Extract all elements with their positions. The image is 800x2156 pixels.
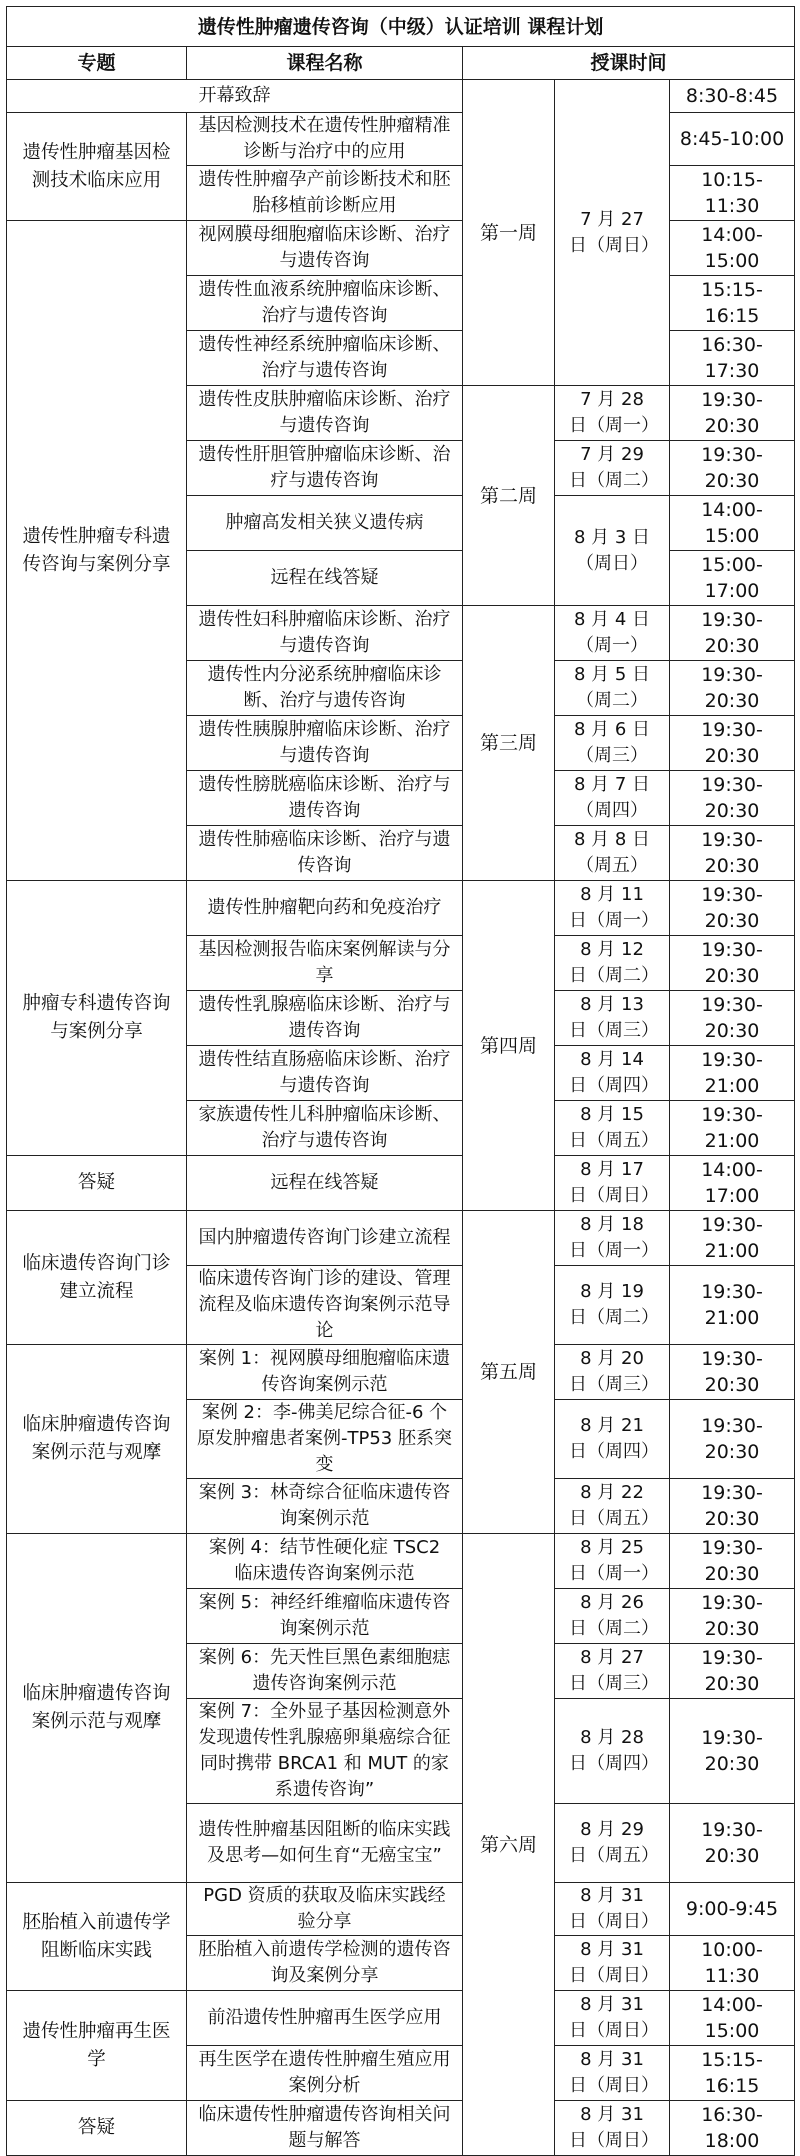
- course-cell: 再生医学在遗传性肿瘤生殖应用案例分析: [187, 2046, 463, 2101]
- time-cell: 19:30-20:30: [670, 1479, 795, 1534]
- course-cell: 案例 3：林奇综合征临床遗传咨询案例示范: [187, 1479, 463, 1534]
- date-cell: 8 月 12 日（周二）: [555, 936, 670, 991]
- week-label: 第六周: [463, 1534, 555, 2156]
- time-cell: 19:30-21:00: [670, 1266, 795, 1345]
- date-cell: 8 月 13 日（周三）: [555, 991, 670, 1046]
- course-cell: 远程在线答疑: [187, 551, 463, 606]
- date-cell: 7 月 27 日（周日）: [555, 80, 670, 386]
- time-cell: 9:00-9:45: [670, 1883, 795, 1936]
- week-label: 第一周: [463, 80, 555, 386]
- course-cell: 案例 6：先天性巨黑色素细胞痣遗传咨询案例示范: [187, 1644, 463, 1699]
- header-topic: 专题: [7, 47, 187, 80]
- course-cell: 基因检测报告临床案例解读与分享: [187, 936, 463, 991]
- date-cell: 8 月 6 日（周三）: [555, 716, 670, 771]
- course-cell: 遗传性肿瘤孕产前诊断技术和胚胎移植前诊断应用: [187, 166, 463, 221]
- time-cell: 19:30-21:00: [670, 1046, 795, 1101]
- date-cell: 8 月 31 日（周日）: [555, 2101, 670, 2156]
- time-cell: 19:30-20:30: [670, 936, 795, 991]
- course-cell: 遗传性内分泌系统肿瘤临床诊断、治疗与遗传咨询: [187, 661, 463, 716]
- time-cell: 10:15-11:30: [670, 166, 795, 221]
- course-cell: 遗传性乳腺癌临床诊断、治疗与遗传咨询: [187, 991, 463, 1046]
- date-cell: 8 月 31 日（周日）: [555, 1991, 670, 2046]
- time-cell: 16:30-17:30: [670, 331, 795, 386]
- course-cell: 遗传性皮肤肿瘤临床诊断、治疗与遗传咨询: [187, 386, 463, 441]
- course-cell: 临床遗传咨询门诊的建设、管理流程及临床遗传咨询案例示范导论: [187, 1266, 463, 1345]
- date-cell: 8 月 20 日（周三）: [555, 1345, 670, 1400]
- topic-cell: 遗传性肿瘤再生医学: [7, 1991, 187, 2101]
- header-course: 课程名称: [187, 47, 463, 80]
- course-cell: 案例 2：李-佛美尼综合征-6 个原发肿瘤患者案例-TP53 胚系突变: [187, 1400, 463, 1479]
- time-cell: 15:15-16:15: [670, 276, 795, 331]
- time-cell: 19:30-20:30: [670, 606, 795, 661]
- date-cell: 8 月 27 日（周三）: [555, 1644, 670, 1699]
- time-cell: 19:30-20:30: [670, 881, 795, 936]
- time-cell: 19:30-20:30: [670, 1345, 795, 1400]
- time-cell: 8:30-8:45: [670, 80, 795, 113]
- date-cell: 8 月 31 日（周日）: [555, 2046, 670, 2101]
- time-cell: 19:30-20:30: [670, 1644, 795, 1699]
- time-cell: 15:00-17:00: [670, 551, 795, 606]
- course-cell: 案例 4：结节性硬化症 TSC2 临床遗传咨询案例示范: [187, 1534, 463, 1589]
- course-cell: PGD 资质的获取及临床实践经验分享: [187, 1883, 463, 1936]
- time-cell: 19:30-20:30: [670, 1804, 795, 1883]
- date-cell: 8 月 15 日（周五）: [555, 1101, 670, 1156]
- topic-cell: 答疑: [7, 1156, 187, 1211]
- date-cell: 8 月 3 日（周日）: [555, 496, 670, 606]
- date-cell: 8 月 19 日（周二）: [555, 1266, 670, 1345]
- topic-cell: 肿瘤专科遗传咨询与案例分享: [7, 881, 187, 1156]
- time-cell: 19:30-20:30: [670, 386, 795, 441]
- time-cell: 14:00-15:00: [670, 221, 795, 276]
- time-cell: 16:30-18:00: [670, 2101, 795, 2156]
- time-cell: 14:00-15:00: [670, 1991, 795, 2046]
- topic-cell: 胚胎植入前遗传学阻断临床实践: [7, 1883, 187, 1991]
- time-cell: 19:30-20:30: [670, 826, 795, 881]
- date-cell: 8 月 14 日（周四）: [555, 1046, 670, 1101]
- course-cell: 家族遗传性儿科肿瘤临床诊断、治疗与遗传咨询: [187, 1101, 463, 1156]
- week-label: 第四周: [463, 881, 555, 1211]
- topic-cell: 临床遗传咨询门诊建立流程: [7, 1211, 187, 1345]
- time-cell: 19:30-20:30: [670, 1400, 795, 1479]
- schedule-table: [6, 6, 795, 2156]
- topic-cell: 遗传性肿瘤基因检测技术临床应用: [7, 113, 187, 221]
- course-cell: 国内肿瘤遗传咨询门诊建立流程: [187, 1211, 463, 1266]
- time-cell: 15:15-16:15: [670, 2046, 795, 2101]
- topic-cell: 临床肿瘤遗传咨询案例示范与观摩: [7, 1534, 187, 1883]
- date-cell: 8 月 25 日（周一）: [555, 1534, 670, 1589]
- time-cell: 14:00-15:00: [670, 496, 795, 551]
- time-cell: 19:30-21:00: [670, 1211, 795, 1266]
- course-cell: 遗传性胰腺肿瘤临床诊断、治疗与遗传咨询: [187, 716, 463, 771]
- topic-cell: 临床肿瘤遗传咨询案例示范与观摩: [7, 1345, 187, 1534]
- document-title: 遗传性肿瘤遗传咨询（中级）认证培训 课程计划: [7, 7, 795, 47]
- time-cell: 19:30-20:30: [670, 1534, 795, 1589]
- date-cell: 8 月 31 日（周日）: [555, 1883, 670, 1936]
- course-cell: 案例 5：神经纤维瘤临床遗传咨询案例示范: [187, 1589, 463, 1644]
- week-label: 第五周: [463, 1211, 555, 1534]
- date-cell: 8 月 29 日（周五）: [555, 1804, 670, 1883]
- time-cell: 19:30-20:30: [670, 991, 795, 1046]
- topic-cell: 答疑: [7, 2101, 187, 2156]
- time-cell: 19:30-21:00: [670, 1101, 795, 1156]
- date-cell: 8 月 18 日（周一）: [555, 1211, 670, 1266]
- course-cell: 遗传性膀胱癌临床诊断、治疗与遗传咨询: [187, 771, 463, 826]
- date-cell: 7 月 29 日（周二）: [555, 441, 670, 496]
- course-cell: 遗传性肺癌临床诊断、治疗与遗传咨询: [187, 826, 463, 881]
- week-label: 第三周: [463, 606, 555, 881]
- date-cell: 8 月 7 日（周四）: [555, 771, 670, 826]
- course-cell: 肿瘤高发相关狭义遗传病: [187, 496, 463, 551]
- course-cell: 临床遗传性肿瘤遗传咨询相关问题与解答: [187, 2101, 463, 2156]
- course-cell: 开幕致辞: [7, 80, 463, 113]
- course-cell: 案例 7：全外显子基因检测意外发现遗传性乳腺癌卵巢癌综合征同时携带 BRCA1 和 MUT 的家系遗传咨询”: [187, 1699, 463, 1804]
- time-cell: 10:00-11:30: [670, 1936, 795, 1991]
- time-cell: 8:45-10:00: [670, 113, 795, 166]
- time-cell: 19:30-20:30: [670, 771, 795, 826]
- course-cell: 案例 1：视网膜母细胞瘤临床遗传咨询案例示范: [187, 1345, 463, 1400]
- header-time: 授课时间: [463, 47, 795, 80]
- course-cell: 遗传性神经系统肿瘤临床诊断、治疗与遗传咨询: [187, 331, 463, 386]
- date-cell: 8 月 11 日（周一）: [555, 881, 670, 936]
- time-cell: 19:30-20:30: [670, 716, 795, 771]
- course-cell: 视网膜母细胞瘤临床诊断、治疗与遗传咨询: [187, 221, 463, 276]
- course-cell: 远程在线答疑: [187, 1156, 463, 1211]
- course-cell: 遗传性肝胆管肿瘤临床诊断、治疗与遗传咨询: [187, 441, 463, 496]
- time-cell: 14:00-17:00: [670, 1156, 795, 1211]
- course-cell: 遗传性血液系统肿瘤临床诊断、治疗与遗传咨询: [187, 276, 463, 331]
- date-cell: 8 月 21 日（周四）: [555, 1400, 670, 1479]
- course-cell: 基因检测技术在遗传性肿瘤精准诊断与治疗中的应用: [187, 113, 463, 166]
- date-cell: 8 月 8 日（周五）: [555, 826, 670, 881]
- time-cell: 19:30-20:30: [670, 1589, 795, 1644]
- date-cell: 7 月 28 日（周一）: [555, 386, 670, 441]
- date-cell: 8 月 28 日（周四）: [555, 1699, 670, 1804]
- date-cell: 8 月 22 日（周五）: [555, 1479, 670, 1534]
- time-cell: 19:30-20:30: [670, 1699, 795, 1804]
- course-cell: 遗传性肿瘤靶向药和免疫治疗: [187, 881, 463, 936]
- date-cell: 8 月 4 日（周一）: [555, 606, 670, 661]
- course-cell: 遗传性妇科肿瘤临床诊断、治疗与遗传咨询: [187, 606, 463, 661]
- time-cell: 19:30-20:30: [670, 661, 795, 716]
- date-cell: 8 月 17 日（周日）: [555, 1156, 670, 1211]
- course-cell: 遗传性结直肠癌临床诊断、治疗与遗传咨询: [187, 1046, 463, 1101]
- course-cell: 前沿遗传性肿瘤再生医学应用: [187, 1991, 463, 2046]
- date-cell: 8 月 31 日（周日）: [555, 1936, 670, 1991]
- topic-cell: 遗传性肿瘤专科遗传咨询与案例分享: [7, 221, 187, 881]
- week-label: 第二周: [463, 386, 555, 606]
- course-cell: 遗传性肿瘤基因阻断的临床实践及思考—如何生育“无癌宝宝”: [187, 1804, 463, 1883]
- date-cell: 8 月 26 日（周二）: [555, 1589, 670, 1644]
- course-cell: 胚胎植入前遗传学检测的遗传咨询及案例分享: [187, 1936, 463, 1991]
- time-cell: 19:30-20:30: [670, 441, 795, 496]
- date-cell: 8 月 5 日（周二）: [555, 661, 670, 716]
